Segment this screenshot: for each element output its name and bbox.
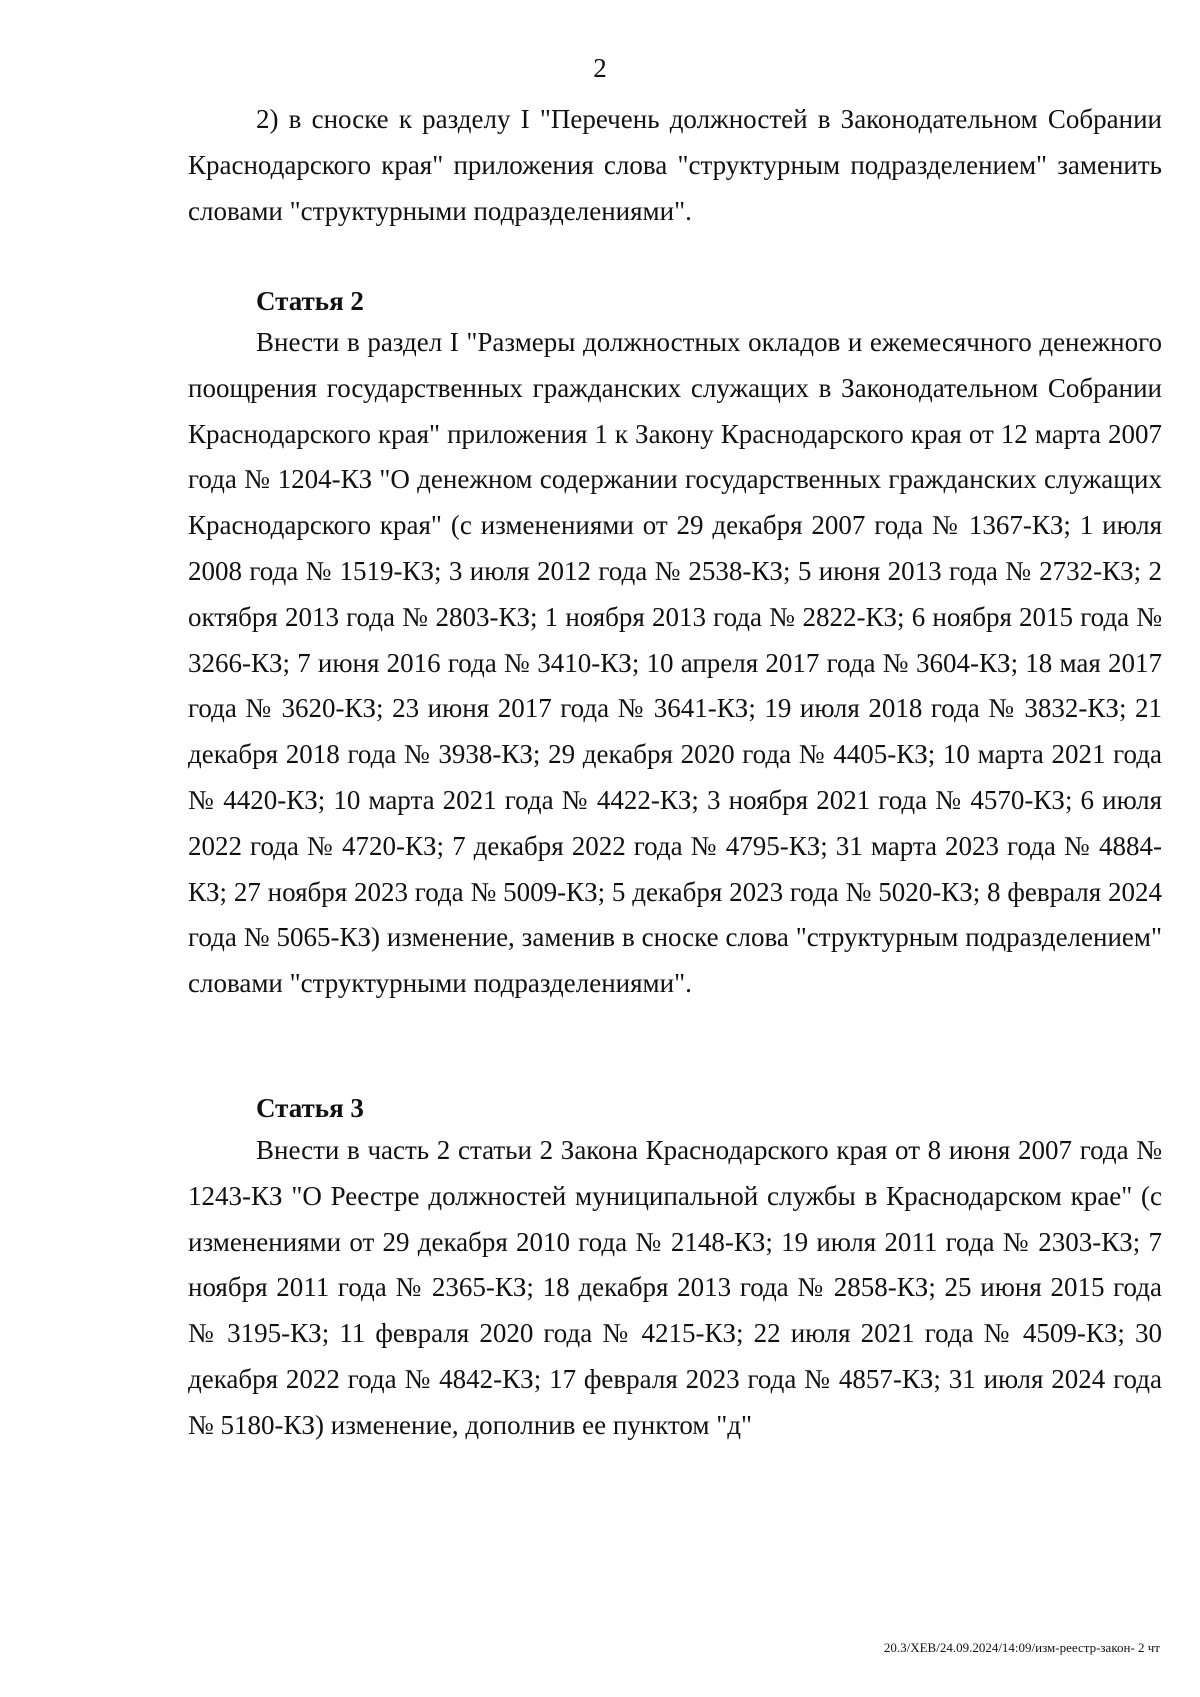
page-number: 2: [593, 53, 607, 83]
article-2-text: Внести в раздел I "Размеры должностных окладов и ежемесячного денежного поощрения государственных гражданских служащих в Законодательном Собрании Краснодарского края" приложения 1 к Закону Краснодарского края от 12 марта 2007 года № 1204-КЗ "О денежном содержании государственных гражданских служащих Краснодарского края" (с изменениями от 29 декабря 2007 года № 1367-КЗ; 1 июля 2008 года № 1519-КЗ; 3 июля 2012 года № 2538-КЗ; 5 июня 2013 года № 2732-КЗ; 2 октября 2013 года № 2803-КЗ; 1 ноября 2013 года № 2822-КЗ; 6 ноября 2015 года № 3266-КЗ; 7 июня 2016 года № 3410-КЗ; 10 апреля 2017 года № 3604-КЗ; 18 мая 2017 года № 3620-КЗ; 23 июня 2017 года № 3641-КЗ; 19 июля 2018 года № 3832-КЗ; 21 декабря 2018 года № 3938-КЗ; 29 декабря 2020 года № 4405-КЗ; 10 марта 2021 года № 4420-КЗ; 10 марта 2021 года № 4422-КЗ; 3 ноября 2021 года № 4570-КЗ; 6 июля 2022 года № 4720-КЗ; 7 декабря 2022 года № 4795-КЗ; 31 марта 2023 года № 4884-КЗ; 27 ноября 2023 года № 5009-КЗ; 5 декабря 2023 года № 5020-КЗ; 8 февраля 2024 года № 5065-КЗ) изменение, заменив в сноске слова "структурным подразделением" словами "структурными подразделениями".: [188, 327, 1162, 999]
document-footer-code: 20.3/ХЕВ/24.09.2024/14:09/изм-реестр-закон- 2 чт: [883, 1640, 1160, 1655]
article-2-heading: Статья 2: [256, 286, 364, 316]
article-3-heading: Статья 3: [256, 1093, 364, 1123]
intro-paragraph: 2) в сноске к разделу I "Перечень должностей в Законодательном Собрании Краснодарского края" приложения слова "структурным подразделением" заменить словами "структурными подразделениями".: [188, 104, 1162, 226]
article-3-text: Внести в часть 2 статьи 2 Закона Краснодарского края от 8 июня 2007 года № 1243-КЗ "О Реестре должностей муниципальной службы в Краснодарском крае" (с изменениями от 29 декабря 2010 года № 2148-КЗ; 19 июля 2011 года № 2303-КЗ; 7 ноября 2011 года № 2365-КЗ; 18 декабря 2013 года № 2858-КЗ; 25 июня 2015 года № 3195-КЗ; 11 февраля 2020 года № 4215-КЗ; 22 июля 2021 года № 4509-КЗ; 30 декабря 2022 года № 4842-КЗ; 17 февраля 2023 года № 4857-КЗ; 31 июля 2024 года № 5180-КЗ) изменение, дополнив ее пунктом "д": [188, 1135, 1162, 1440]
